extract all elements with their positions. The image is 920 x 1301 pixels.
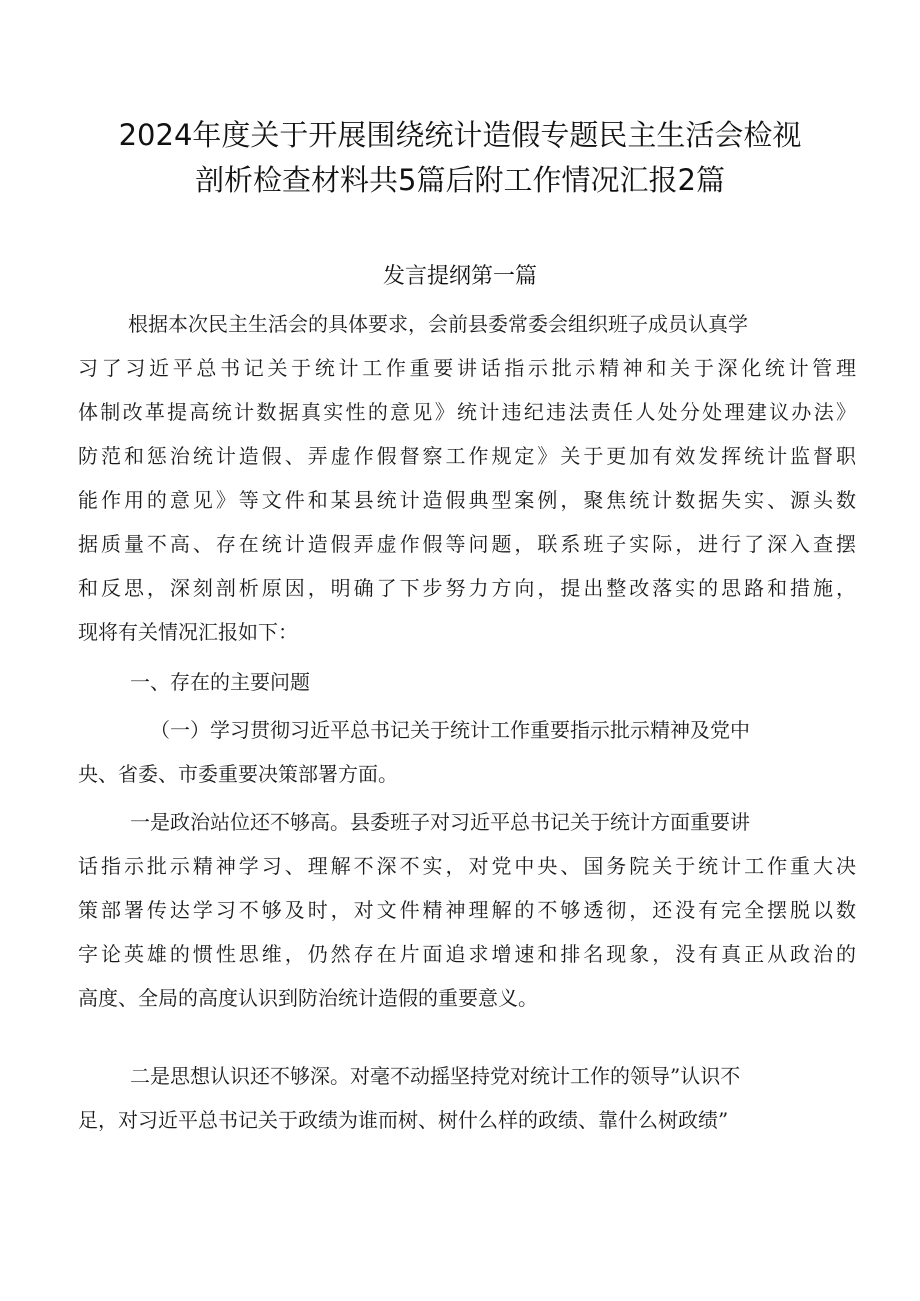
body-line: 据质量不高、存在统计造假弄虚作假等问题，联系班子实际，进行了深入查摆 [78, 532, 856, 556]
body-line: 高度、全局的高度认识到防治统计造假的重要意义。 [78, 986, 538, 1010]
body-line: 现将有关情况汇报如下： [78, 620, 298, 644]
body-line: 央、省委、市委重要决策部署方面。 [78, 762, 398, 786]
section-heading: 发言提纲第一篇 [382, 264, 537, 289]
body-line: 根据本次民主生活会的具体要求，会前县委常委会组织班子成员认真学 [128, 312, 748, 336]
document-title-line-1: 2024年度关于开展围绕统计造假专题民主生活会检视 [118, 118, 802, 152]
body-line: （一）学习贯彻习近平总书记关于统计工作重要指示批示精神及党中 [150, 718, 750, 742]
body-line: 足，对习近平总书记关于政绩为谁而树、树什么样的政绩、靠什么树政绩” [78, 1108, 729, 1132]
body-line: 能作用的意见》等文件和某县统计造假典型案例，聚焦统计数据失实、源头数 [78, 488, 856, 512]
body-line: 体制改革提高统计数据真实性的意见》统计违纪违法责任人处分处理建议办法》 [78, 400, 856, 424]
body-line: 话指示批示精神学习、理解不深不实，对党中央、国务院关于统计工作重大决 [78, 854, 856, 878]
body-line: 防范和惩治统计造假、弄虚作假督察工作规定》关于更加有效发挥统计监督职 [78, 444, 856, 468]
section-subheading: 一、存在的主要问题 [130, 670, 310, 694]
body-line: 一是政治站位还不够高。县委班子对习近平总书记关于统计方面重要讲 [130, 810, 750, 834]
body-line: 二是思想认识还不够深。对毫不动摇坚持党对统计工作的领导”认识不 [130, 1064, 741, 1088]
body-line: 字论英雄的惯性思维，仍然存在片面追求增速和排名现象，没有真正从政治的 [78, 942, 856, 966]
document-title-line-2: 剖析检查材料共5篇后附工作情况汇报2篇 [195, 163, 725, 197]
body-line: 和反思，深刻剖析原因，明确了下步努力方向，提出整改落实的思路和措施， [78, 576, 856, 600]
body-line: 策部署传达学习不够及时，对文件精神理解的不够透彻，还没有完全摆脱以数 [78, 898, 856, 922]
body-line: 习了习近平总书记关于统计工作重要讲话指示批示精神和关于深化统计管理 [78, 356, 856, 380]
